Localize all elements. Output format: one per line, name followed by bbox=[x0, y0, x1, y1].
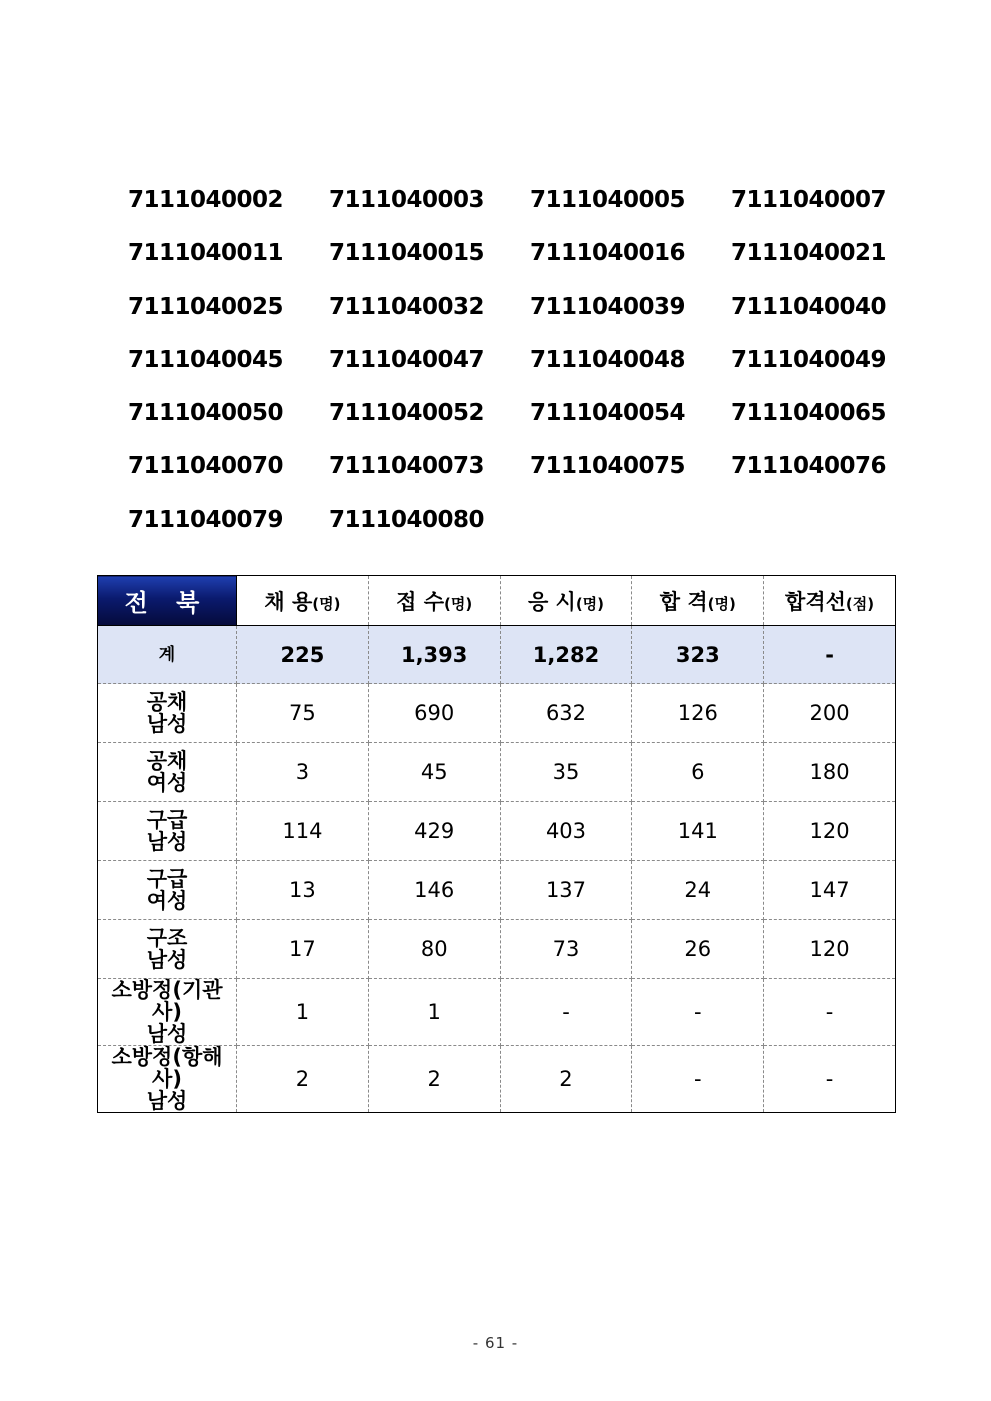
table-cell: - bbox=[764, 1046, 896, 1113]
passer-number-list bbox=[128, 180, 908, 553]
passer-number: 7111040048 bbox=[530, 346, 686, 373]
passer-number: 7111040049 bbox=[731, 346, 887, 373]
passer-number: 7111040047 bbox=[329, 346, 485, 373]
passer-number: 7111040025 bbox=[128, 293, 284, 320]
header-cutoff bbox=[764, 576, 896, 626]
header-unit: (명) bbox=[707, 594, 736, 613]
table-cell: 80 bbox=[368, 920, 500, 979]
row-label-category: 구조 bbox=[146, 926, 188, 950]
table-cell: 1,393 bbox=[368, 626, 500, 684]
header-unit: (명) bbox=[575, 594, 605, 613]
table-row bbox=[98, 979, 896, 1046]
passer-number: 7111040040 bbox=[731, 293, 887, 320]
passer-number: 7111040079 bbox=[128, 506, 284, 533]
passer-number: 7111040005 bbox=[530, 187, 686, 213]
row-label bbox=[98, 861, 237, 920]
table-cell: 6 bbox=[632, 743, 764, 802]
table-cell: 13 bbox=[237, 861, 369, 920]
row-label-gender: 여성 bbox=[146, 889, 188, 913]
row-label-gender: 남성 bbox=[146, 1089, 188, 1113]
page-number: - 61 - bbox=[472, 1334, 519, 1352]
passer-number: 7111040065 bbox=[731, 400, 887, 427]
table-header-row bbox=[98, 576, 896, 626]
total-row bbox=[98, 626, 896, 684]
passer-number: 7111040015 bbox=[329, 240, 485, 267]
table-cell: - bbox=[764, 626, 896, 684]
table-cell: 632 bbox=[500, 684, 632, 743]
header-unit: (명) bbox=[444, 594, 473, 613]
table-cell: 180 bbox=[764, 743, 896, 802]
table-row bbox=[98, 1046, 896, 1113]
table-cell: 3 bbox=[237, 743, 369, 802]
row-label-category: 소방정(항해사) bbox=[111, 1045, 223, 1091]
table-cell: 2 bbox=[368, 1046, 500, 1113]
table-cell: 137 bbox=[500, 861, 632, 920]
table-cell: 75 bbox=[237, 684, 369, 743]
row-label bbox=[98, 743, 237, 802]
row-label bbox=[98, 979, 237, 1046]
table-cell: 45 bbox=[368, 743, 500, 802]
region-header: 전 북 bbox=[98, 576, 237, 626]
header-examined bbox=[500, 576, 632, 626]
table-cell: 146 bbox=[368, 861, 500, 920]
passer-number: 7111040003 bbox=[329, 187, 485, 213]
table-cell: 1 bbox=[237, 979, 369, 1046]
table-cell: - bbox=[632, 979, 764, 1046]
passer-number: 7111040052 bbox=[329, 400, 485, 427]
table-cell: 120 bbox=[764, 802, 896, 861]
table-row bbox=[98, 684, 896, 743]
table-cell: - bbox=[764, 979, 896, 1046]
header-applied bbox=[368, 576, 500, 626]
passer-number: 7111040011 bbox=[128, 240, 284, 267]
table-cell: 2 bbox=[500, 1046, 632, 1113]
row-label-category: 공채 bbox=[146, 749, 188, 773]
row-label bbox=[98, 802, 237, 861]
passer-number: 7111040032 bbox=[329, 293, 485, 320]
table-cell: 120 bbox=[764, 920, 896, 979]
row-label-gender: 여성 bbox=[146, 771, 188, 795]
passer-number: 7111040050 bbox=[128, 400, 284, 427]
table-row bbox=[98, 920, 896, 979]
table-cell: 126 bbox=[632, 684, 764, 743]
table-row bbox=[98, 743, 896, 802]
table-cell: 403 bbox=[500, 802, 632, 861]
table-cell: 323 bbox=[632, 626, 764, 684]
table-cell: 26 bbox=[632, 920, 764, 979]
table-row bbox=[98, 861, 896, 920]
passer-number: 7111040073 bbox=[329, 453, 485, 480]
total-label: 계 bbox=[98, 626, 237, 684]
passer-number: 7111040021 bbox=[731, 240, 887, 267]
row-label-gender: 남성 bbox=[146, 1022, 188, 1046]
row-label-category: 공채 bbox=[146, 690, 188, 714]
row-label-gender: 남성 bbox=[146, 830, 188, 854]
passer-number: 7111040045 bbox=[128, 346, 284, 373]
passer-number: 7111040039 bbox=[530, 293, 686, 320]
row-label bbox=[98, 684, 237, 743]
table-cell: 200 bbox=[764, 684, 896, 743]
table-cell: 225 bbox=[237, 626, 369, 684]
passer-number: 7111040076 bbox=[731, 453, 887, 480]
header-label: 채 용 bbox=[264, 589, 313, 614]
header-unit: (점) bbox=[845, 594, 875, 613]
table-cell: 73 bbox=[500, 920, 632, 979]
passer-number: 7111040002 bbox=[128, 187, 284, 213]
table-cell: 690 bbox=[368, 684, 500, 743]
header-label: 응 시 bbox=[527, 589, 576, 614]
passer-number: 7111040016 bbox=[530, 240, 686, 267]
table-cell: - bbox=[632, 1046, 764, 1113]
table-cell: 147 bbox=[764, 861, 896, 920]
table-cell: 141 bbox=[632, 802, 764, 861]
table-cell: 17 bbox=[237, 920, 369, 979]
header-label: 합 격 bbox=[659, 589, 708, 614]
table-cell: - bbox=[500, 979, 632, 1046]
table-cell: 1 bbox=[368, 979, 500, 1046]
table-cell: 24 bbox=[632, 861, 764, 920]
passer-number: 7111040054 bbox=[530, 400, 686, 427]
table-cell: 114 bbox=[237, 802, 369, 861]
table-cell: 35 bbox=[500, 743, 632, 802]
row-label bbox=[98, 1046, 237, 1113]
header-label: 접 수 bbox=[396, 589, 445, 614]
recruitment-stats-table bbox=[97, 575, 896, 1113]
passer-number: 7111040007 bbox=[731, 187, 887, 213]
passer-number: 7111040070 bbox=[128, 453, 284, 480]
header-passed bbox=[632, 576, 764, 626]
row-label-category: 구급 bbox=[146, 867, 188, 891]
header-hire bbox=[237, 576, 369, 626]
passer-number: 7111040075 bbox=[530, 453, 686, 480]
header-label: 합격선 bbox=[785, 589, 846, 614]
row-label bbox=[98, 920, 237, 979]
table-cell: 2 bbox=[237, 1046, 369, 1113]
table-cell: 429 bbox=[368, 802, 500, 861]
header-unit: (명) bbox=[312, 594, 341, 613]
table-row bbox=[98, 802, 896, 861]
passer-number: 7111040080 bbox=[329, 506, 485, 533]
row-label-category: 소방정(기관사) bbox=[111, 978, 223, 1024]
row-label-category: 구급 bbox=[146, 808, 188, 832]
row-label-gender: 남성 bbox=[146, 948, 188, 972]
row-label-gender: 남성 bbox=[146, 712, 188, 736]
table-cell: 1,282 bbox=[500, 626, 632, 684]
